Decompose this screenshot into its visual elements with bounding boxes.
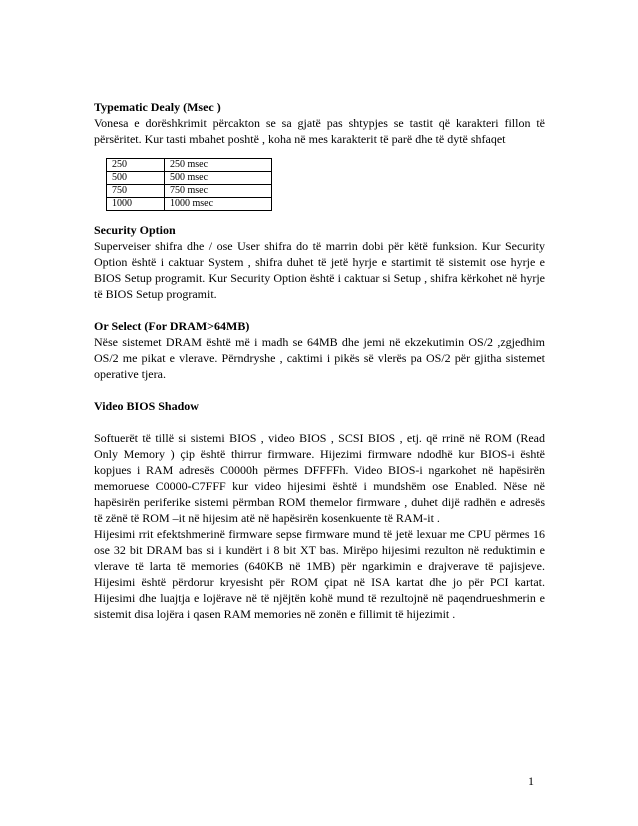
typematic-paragraph: Vonesa e dorëshkrimit përcakton se sa gjatë pas shtypjes se tastit që karakteri fillon të përsëritet. Kur tasti mbahet poshtë , koha në mes karakterit të parë dhe të dytë shfaqet: [94, 116, 545, 146]
table-row: [107, 172, 272, 185]
video-bios-heading: Video BIOS Shadow: [94, 399, 199, 413]
table-cell: 750: [107, 185, 165, 198]
spacer: [94, 147, 545, 158]
table-cell: 500: [107, 172, 165, 185]
page-number: 1: [528, 774, 534, 788]
typematic-table: [106, 158, 272, 211]
spacer: [94, 211, 545, 222]
or-select-paragraph: Nëse sistemet DRAM është më i madh se 64MB dhe jemi në ekzekutimin OS/2 ,zgjedhim OS/2 me pikat e vlerave. Përndryshe , caktimi i pikës së vlerës pa OS/2 për gjitha sistemet operative tjera.: [94, 335, 545, 381]
security-heading: Security Option: [94, 223, 176, 237]
table-row: [107, 198, 272, 211]
table-cell: 1000: [107, 198, 165, 211]
table-cell: 250: [107, 159, 165, 172]
video-bios-paragraph-2: Hijesimi rrit efektshmerinë firmware sepse firmware mund të jetë lexuar me CPU përmes 16 ose 32 bit DRAM bas si i kundërt i 8 bit XT bas. Mirëpo hijesimi rezulton në reduktimin e vlerave të larta të memories (640KB në 1MB) për ngarkimin e drajverave të pajisjeve. Hijesimi është përdorur kryesisht për ROM çipat në ISA kartat dhe jo për PCI kartat. Hijesimi dhe luajtja e lojërave në të njëjtën kohë mund të rezultojnë në paqendrueshmerin e sistemit disa lojëra i qasen RAM memories në zonën e fillimit të hijezimit .: [94, 527, 545, 621]
table-row: [107, 185, 272, 198]
or-select-heading: Or Select (For DRAM>64MB): [94, 319, 250, 333]
spacer: [94, 382, 545, 398]
video-bios-paragraph-1: Softuerët të tillë si sistemi BIOS , video BIOS , SCSI BIOS , etj. që rrinë në ROM (Read Only Memory ) çip është thirrur firmware. Hijezimi firmware ndodhë kur BIOS-i është kopjues i RAM adresës C0000h përmes DFFFFh. Video BIOS-i ngarkohet në hapësirën memoruese C0000-C7FFF kur video hijesimi është i mundshëm ose Enabled. Nëse në hapësirën periferike sistemi përmban ROM themelor firmware , duhet dijë radhën e adresës të zënë të ROM –it në hijesim atë në hapësirën kosenkuente të RAM-it .: [94, 431, 545, 525]
table-cell: 500 msec: [165, 172, 272, 185]
typematic-heading: Typematic Dealy (Msec ): [94, 100, 221, 114]
table-cell: 250 msec: [165, 159, 272, 172]
document-page: [94, 99, 545, 622]
table-row: [107, 159, 272, 172]
security-paragraph: Superveiser shifra dhe / ose User shifra do të marrin dobi për këtë funksion. Kur Security Option është i caktuar System , shifra duhet të jetë hyrje e startimit të sistemit ose hyrje e BIOS Setup programit. Kur Security Option është i caktuar si Setup , shifra kërkohet në hyrje të BIOS Setup programit.: [94, 239, 545, 301]
spacer: [94, 414, 545, 430]
spacer: [94, 302, 545, 318]
table-cell: 1000 msec: [165, 198, 272, 211]
table-cell: 750 msec: [165, 185, 272, 198]
